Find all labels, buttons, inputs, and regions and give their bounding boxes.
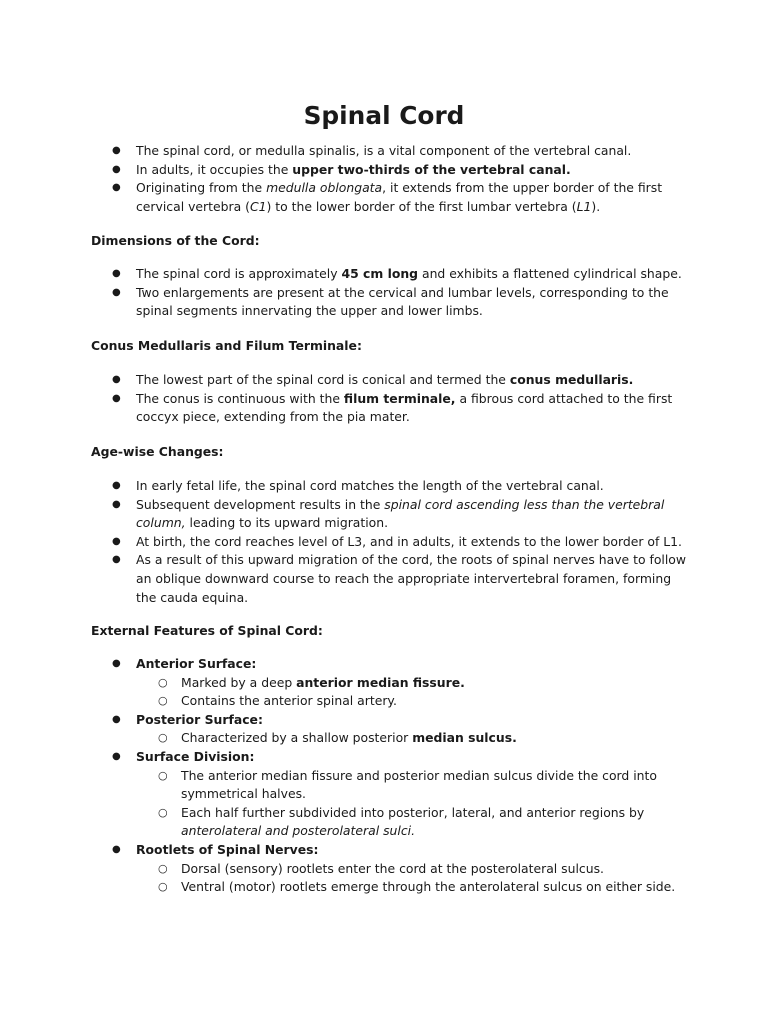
list-item: ○ Contains the anterior spinal artery. bbox=[136, 692, 691, 711]
list-item: ● The spinal cord is approximately 45 cm long and exhibits a flattened cylindrical shape. bbox=[91, 265, 691, 284]
list-item: ● In early fetal life, the spinal cord matches the length of the vertebral canal. bbox=[91, 477, 691, 496]
list-item: ○ Marked by a deep anterior median fissure. bbox=[136, 674, 691, 693]
section-heading-conus: Conus Medullaris and Filum Terminale: bbox=[91, 338, 362, 353]
list-item: ● In adults, it occupies the upper two-thirds of the vertebral canal. bbox=[91, 161, 691, 180]
list-item: ○ The anterior median fissure and posterior median sulcus divide the cord into symmetrical halves. bbox=[136, 767, 691, 804]
list-item: ○ Characterized by a shallow posterior median sulcus. bbox=[136, 729, 691, 748]
section-heading-dimensions: Dimensions of the Cord: bbox=[91, 233, 260, 248]
list-item: ● Subsequent development results in the spinal cord ascending less than the vertebral column, leading to its upward migration. bbox=[91, 496, 691, 533]
list-item: ● Rootlets of Spinal Nerves: ○ Dorsal (sensory) rootlets enter the cord at the posterolateral sulcus. ○ Ventral (motor) rootlets emerge through the anterolateral sulcus on either side. bbox=[91, 841, 691, 897]
list-item: ● The conus is continuous with the filum terminale, a fibrous cord attached to the first coccyx piece, extending from the pia mater. bbox=[91, 390, 691, 427]
dimensions-list bbox=[91, 265, 691, 321]
list-item: ○ Dorsal (sensory) rootlets enter the cord at the posterolateral sulcus. bbox=[136, 860, 691, 879]
intro-list bbox=[91, 142, 691, 216]
page-title: Spinal Cord bbox=[303, 101, 465, 130]
section-heading-external: External Features of Spinal Cord: bbox=[91, 623, 323, 638]
list-item: ● Surface Division: ○ The anterior median fissure and posterior median sulcus divide the cord into symmetrical halves. ○ Each half further subdivided into posterior, lateral, and anterior regions by anterolateral and posterolateral sulci. bbox=[91, 748, 691, 841]
list-item: ● At birth, the cord reaches level of L3, and in adults, it extends to the lower border of L1. bbox=[91, 533, 691, 552]
list-item: ● Two enlargements are present at the cervical and lumbar levels, corresponding to the spinal segments innervating the upper and lower limbs. bbox=[91, 284, 691, 321]
list-item: ● Anterior Surface: ○ Marked by a deep anterior median fissure. ○ Contains the anterior spinal artery. bbox=[91, 655, 691, 711]
age-list bbox=[91, 477, 691, 607]
list-item: ● Originating from the medulla oblongata, it extends from the upper border of the first cervical vertebra (C1) to the lower border of the first lumbar vertebra (L1). bbox=[91, 179, 691, 216]
sublist bbox=[136, 860, 691, 897]
section-heading-age: Age-wise Changes: bbox=[91, 444, 224, 459]
conus-list bbox=[91, 371, 691, 427]
sublist bbox=[136, 767, 691, 841]
sublist bbox=[136, 674, 691, 711]
list-item: ● Posterior Surface: ○ Characterized by a shallow posterior median sulcus. bbox=[91, 711, 691, 748]
list-item: ○ Ventral (motor) rootlets emerge through the anterolateral sulcus on either side. bbox=[136, 878, 691, 897]
list-item: ○ Each half further subdivided into posterior, lateral, and anterior regions by anterolateral and posterolateral sulci. bbox=[136, 804, 691, 841]
sublist bbox=[136, 729, 691, 748]
list-item: ● The lowest part of the spinal cord is conical and termed the conus medullaris. bbox=[91, 371, 691, 390]
list-item: ● As a result of this upward migration of the cord, the roots of spinal nerves have to follow an oblique downward course to reach the appropriate intervertebral foramen, forming the cauda equina. bbox=[91, 551, 691, 607]
external-list bbox=[91, 655, 691, 897]
list-item: ● The spinal cord, or medulla spinalis, is a vital component of the vertebral canal. bbox=[91, 142, 691, 161]
